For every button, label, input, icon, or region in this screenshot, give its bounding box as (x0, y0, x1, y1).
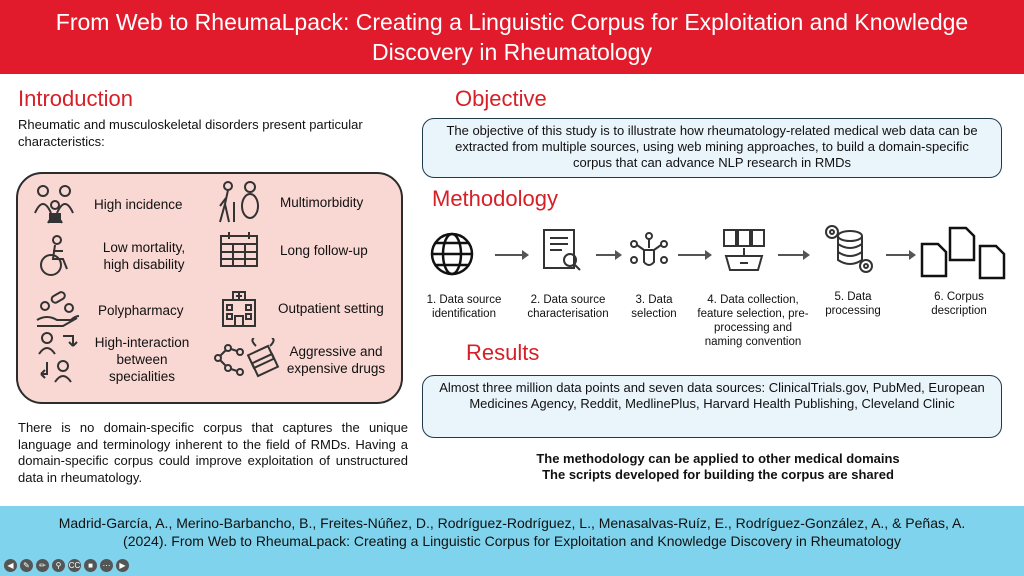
feature-long-follow-up (214, 228, 368, 272)
characteristics-box (16, 172, 403, 404)
objective-text: The objective of this study is to illustrate how rheumatology-related medical web data can be extracted from multiple sources, using web mining approaches, to build a domain-specific corpus that can advance NLP research in RMDs (446, 123, 978, 170)
pills-hand-icon (32, 288, 82, 332)
feature-label: Long follow-up (280, 242, 368, 258)
conclusion-line-1: The methodology can be applied to other medical domains (536, 451, 900, 466)
results-heading: Results (466, 340, 540, 365)
feature-label: Low mortality, high disability (102, 240, 186, 272)
introduction-lead: Rheumatic and musculoskeletal disorders present particular characteristics: (18, 117, 363, 149)
title-banner (0, 0, 1024, 74)
feature-label: Outpatient setting (278, 300, 384, 316)
highlighter-icon[interactable]: ✏ (36, 559, 49, 572)
step-label-1: 1. Data source identification (426, 294, 502, 320)
feature-label: High incidence (94, 196, 183, 212)
molecule-money-icon (212, 338, 282, 382)
calendar-icon (214, 228, 264, 272)
arrow-1 (495, 254, 527, 256)
wheelchair-icon (32, 234, 82, 278)
methodology-heading: Methodology (432, 186, 558, 211)
results-text: Almost three million data points and seven data sources: ClinicalTrials.gov, PubMed, European Medicines Agency, Reddit, MedlinePlus, Harvard Health Publishing, Cleveland Clinic (439, 380, 985, 411)
introduction-heading: Introduction (18, 86, 133, 111)
feature-label: Polypharmacy (98, 302, 184, 318)
step-label-4: 4. Data collection, feature selection, pre-processing and naming convention (697, 294, 809, 348)
hospital-icon (214, 286, 264, 330)
title-line-1: From Web to RheumaLpack: Creating a Linguistic Corpus for Exploitation and Knowledge (55, 9, 969, 35)
viewer-toolbar (4, 559, 129, 572)
step-label-5: 5. Data processing (825, 291, 881, 317)
feature-aggressive-drugs (212, 338, 386, 382)
document-magnifier-icon (540, 226, 584, 279)
step-label-3: 3. Data selection (631, 294, 677, 320)
arrow-5 (886, 254, 914, 256)
more-icon[interactable]: ⋯ (100, 559, 113, 572)
captions-button[interactable]: CC (68, 561, 81, 570)
feature-label: Multimorbidity (280, 194, 364, 210)
people-icon (32, 182, 82, 226)
elderly-people-icon (214, 180, 264, 224)
citation-text: Madrid-García, A., Merino-Barbancho, B., Freites-Núñez, D., Rodríguez-Rodríguez, L., Menasalvas-Ruíz, E., Rodríguez-González, A., & Peñas, A. (2024). From Web to RheumaLpack: Creating a Linguistic Corpus for Exploitation and Knowledge Discovery in Rheumatology (58, 515, 966, 549)
zoom-icon[interactable]: ⚲ (52, 559, 65, 572)
arrow-4 (778, 254, 808, 256)
network-hand-icon (626, 228, 672, 279)
feature-high-incidence (32, 182, 183, 226)
objective-heading: Objective (455, 86, 547, 111)
conclusions (428, 451, 1008, 483)
feature-high-interaction (32, 334, 192, 385)
conclusion-line-2: The scripts developed for building the corpus are shared (542, 467, 894, 482)
pen-icon[interactable]: ✎ (20, 559, 33, 572)
arrow-3 (678, 254, 710, 256)
introduction-closing: There is no domain-specific corpus that captures the unique language and terminology inherent to the field of RMDs. Having a domain-specific corpus could improve exploitation of unstructured data in rheumatology. (18, 420, 408, 485)
feature-multimorbidity (214, 180, 363, 224)
arrow-2 (596, 254, 620, 256)
database-gears-icon (822, 222, 878, 281)
documents-tray-icon (720, 226, 768, 279)
feature-label: High-interaction between specialities (94, 335, 190, 384)
feature-low-mortality (32, 234, 194, 278)
citation-banner (0, 506, 1024, 576)
back-icon[interactable]: ◀ (4, 559, 17, 572)
objective-box (422, 118, 1002, 178)
step-label-6: 6. Corpus description (931, 291, 987, 317)
globe-icon (428, 230, 476, 283)
feature-outpatient-setting (214, 286, 384, 330)
doctors-exchange-icon (32, 338, 82, 382)
feature-polypharmacy (32, 288, 184, 332)
forward-icon[interactable]: ▶ (116, 559, 129, 572)
camera-icon[interactable]: ■ (84, 559, 97, 572)
results-box (422, 375, 1002, 438)
title-line-2: Discovery in Rheumatology (372, 39, 652, 65)
feature-label: Aggressive and expensive drugs (286, 344, 386, 376)
files-icon (918, 224, 1008, 285)
step-label-2: 2. Data source characterisation (527, 294, 609, 320)
